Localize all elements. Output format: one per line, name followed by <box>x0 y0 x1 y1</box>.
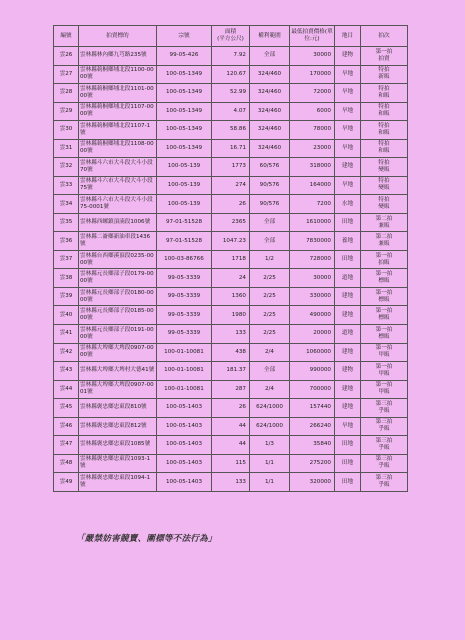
cell-location: 雲林縣斗六市大斗段大斗小段70號 <box>79 158 157 177</box>
cell-parcel: 99-05-3339 <box>157 287 212 306</box>
cell-parcel: 100-05-1403 <box>157 399 212 418</box>
cell-price: 23000 <box>290 139 335 158</box>
cell-price: 35840 <box>290 436 335 455</box>
table-row <box>54 121 408 140</box>
cell-location: 雲林縣元長鄉部子段0179-0000號 <box>79 269 157 288</box>
cell-parcel: 99-05-3339 <box>157 324 212 343</box>
cell-number: 雲30 <box>54 121 79 140</box>
cell-type: 建地 <box>335 158 361 177</box>
cell-rights: 2/25 <box>250 287 290 306</box>
cell-area: 26 <box>212 195 250 214</box>
table-row <box>54 287 408 306</box>
cell-price: 320000 <box>290 473 335 492</box>
cell-price: 72000 <box>290 84 335 103</box>
cell-location: 雲林縣二崙鄉新油車段1436號 <box>79 232 157 251</box>
cell-parcel: 100-01-10081 <box>157 343 212 362</box>
cell-rights: 324/460 <box>250 84 290 103</box>
cell-area: 58.86 <box>212 121 250 140</box>
cell-round: 第一拍 標販 <box>361 324 408 343</box>
cell-location: 雲林縣斗六市大斗段大斗小段75-0001號 <box>79 195 157 214</box>
cell-parcel: 100-05-1403 <box>157 436 212 455</box>
cell-round: 第三拍 乎販 <box>361 436 408 455</box>
cell-type: 田地 <box>335 454 361 473</box>
header-type: 地目 <box>335 26 361 47</box>
cell-number: 雲49 <box>54 473 79 492</box>
table-row <box>54 176 408 195</box>
table-header-row <box>54 26 408 47</box>
table-row <box>54 158 408 177</box>
cell-type: 旱地 <box>335 139 361 158</box>
cell-type: 旱地 <box>335 84 361 103</box>
cell-number: 雲37 <box>54 250 79 269</box>
table-row <box>54 343 408 362</box>
header-location: 拍賣標的 <box>79 26 157 47</box>
cell-price: 1060000 <box>290 343 335 362</box>
cell-rights: 324/460 <box>250 121 290 140</box>
cell-type: 道地 <box>335 269 361 288</box>
table-row <box>54 65 408 84</box>
cell-round: 特拍 變販 <box>361 195 408 214</box>
cell-area: 44 <box>212 436 250 455</box>
cell-location: 雲林縣莿桐鄉埔北段1107-1號 <box>79 121 157 140</box>
cell-parcel: 100-05-1403 <box>157 417 212 436</box>
cell-location: 雲林縣褒忠鄉忠東段1085號 <box>79 436 157 455</box>
cell-price: 170000 <box>290 65 335 84</box>
table-row <box>54 399 408 418</box>
cell-parcel: 97-01-51528 <box>157 213 212 232</box>
cell-number: 雲45 <box>54 399 79 418</box>
cell-rights: 324/460 <box>250 102 290 121</box>
cell-location: 雲林縣莿桐鄉埔北段1108-0000號 <box>79 139 157 158</box>
cell-location: 雲林縣褒忠鄉忠東段810號 <box>79 399 157 418</box>
cell-number: 雲35 <box>54 213 79 232</box>
cell-number: 雲27 <box>54 65 79 84</box>
cell-parcel: 100-05-139 <box>157 195 212 214</box>
cell-number: 雲42 <box>54 343 79 362</box>
cell-rights: 90/576 <box>250 176 290 195</box>
cell-location: 雲林縣大埤鄉大埤村大德41號 <box>79 362 157 381</box>
table-row <box>54 454 408 473</box>
cell-area: 1980 <box>212 306 250 325</box>
cell-price: 7830000 <box>290 232 335 251</box>
cell-location: 雲林縣莿桐鄉埔北段1100-0000號 <box>79 65 157 84</box>
header-number: 編號 <box>54 26 79 47</box>
cell-area: 52.99 <box>212 84 250 103</box>
cell-round: 特拍 和販 <box>361 121 408 140</box>
cell-rights: 全部 <box>250 232 290 251</box>
cell-round: 特拍 變販 <box>361 176 408 195</box>
cell-rights: 1/3 <box>250 436 290 455</box>
footer-note: 「嚴禁妨害競賣、圍標等不法行為」 <box>76 534 217 544</box>
cell-round: 特拍 和販 <box>361 84 408 103</box>
cell-type: 旱地 <box>335 176 361 195</box>
cell-price: 1610000 <box>290 213 335 232</box>
cell-rights: 2/25 <box>250 324 290 343</box>
table-body <box>54 47 408 492</box>
cell-parcel: 99-05-3339 <box>157 306 212 325</box>
cell-type: 建地 <box>335 306 361 325</box>
cell-price: 78000 <box>290 121 335 140</box>
cell-area: 24 <box>212 269 250 288</box>
cell-type: 旱地 <box>335 102 361 121</box>
cell-location: 雲林縣大埤鄉大埤段0907-0000號 <box>79 343 157 362</box>
table-row <box>54 47 408 66</box>
cell-round: 第一拍 拍販 <box>361 250 408 269</box>
cell-round: 特拍 和販 <box>361 139 408 158</box>
table-row <box>54 139 408 158</box>
cell-number: 雲39 <box>54 287 79 306</box>
table-row <box>54 436 408 455</box>
cell-area: 4.07 <box>212 102 250 121</box>
cell-price: 157440 <box>290 399 335 418</box>
cell-rights: 1/1 <box>250 454 290 473</box>
cell-number: 雲34 <box>54 195 79 214</box>
auction-table <box>53 25 408 492</box>
cell-rights: 2/25 <box>250 269 290 288</box>
cell-round: 第三拍 乎販 <box>361 473 408 492</box>
cell-number: 雲32 <box>54 158 79 177</box>
cell-rights: 1/2 <box>250 250 290 269</box>
cell-location: 雲林縣大埤鄉大埤段0907-0001號 <box>79 380 157 399</box>
table-row <box>54 380 408 399</box>
cell-area: 7.92 <box>212 47 250 66</box>
cell-area: 438 <box>212 343 250 362</box>
cell-area: 1773 <box>212 158 250 177</box>
header-price: 最低拍賣價格(單位:元) <box>290 26 335 47</box>
cell-parcel: 100-05-139 <box>157 176 212 195</box>
cell-number: 雲48 <box>54 454 79 473</box>
cell-area: 274 <box>212 176 250 195</box>
cell-number: 雲40 <box>54 306 79 325</box>
cell-area: 1360 <box>212 287 250 306</box>
cell-rights: 324/460 <box>250 65 290 84</box>
cell-rights: 全部 <box>250 47 290 66</box>
cell-area: 181.37 <box>212 362 250 381</box>
cell-parcel: 100-05-1349 <box>157 65 212 84</box>
cell-location: 雲林縣莿桐鄉埔北段1101-0000號 <box>79 84 157 103</box>
cell-location: 雲林縣褒忠鄉忠東段812號 <box>79 417 157 436</box>
cell-number: 雲46 <box>54 417 79 436</box>
cell-area: 133 <box>212 324 250 343</box>
cell-location: 雲林縣莿桐鄉埔北段1107-0000號 <box>79 102 157 121</box>
cell-type: 建地 <box>335 343 361 362</box>
table-row <box>54 306 408 325</box>
cell-type: 田地 <box>335 436 361 455</box>
cell-round: 第二拍 兼販 <box>361 232 408 251</box>
cell-price: 6000 <box>290 102 335 121</box>
cell-number: 雲36 <box>54 232 79 251</box>
cell-price: 318000 <box>290 158 335 177</box>
cell-area: 44 <box>212 417 250 436</box>
table-row <box>54 362 408 381</box>
cell-rights: 2/25 <box>250 306 290 325</box>
cell-parcel: 100-05-1403 <box>157 454 212 473</box>
cell-type: 建地 <box>335 287 361 306</box>
cell-location: 雲林縣林內鄉九芎路235號 <box>79 47 157 66</box>
header-parcel: 宗號 <box>157 26 212 47</box>
cell-rights: 1/1 <box>250 473 290 492</box>
cell-price: 275200 <box>290 454 335 473</box>
cell-parcel: 100-05-1403 <box>157 473 212 492</box>
cell-rights: 90/576 <box>250 195 290 214</box>
table-row <box>54 195 408 214</box>
table-row <box>54 250 408 269</box>
cell-price: 266240 <box>290 417 335 436</box>
table-row <box>54 473 408 492</box>
cell-parcel: 100-05-1349 <box>157 121 212 140</box>
cell-type: 水地 <box>335 195 361 214</box>
cell-area: 120.67 <box>212 65 250 84</box>
cell-number: 雲41 <box>54 324 79 343</box>
table-row <box>54 269 408 288</box>
cell-parcel: 100-05-1349 <box>157 84 212 103</box>
table-row <box>54 324 408 343</box>
cell-area: 115 <box>212 454 250 473</box>
cell-type: 田地 <box>335 250 361 269</box>
cell-round: 特拍 和販 <box>361 102 408 121</box>
cell-parcel: 99-05-3339 <box>157 269 212 288</box>
table-row <box>54 232 408 251</box>
cell-type: 道地 <box>335 324 361 343</box>
cell-round: 第一拍 標販 <box>361 306 408 325</box>
cell-rights: 2/4 <box>250 343 290 362</box>
cell-rights: 全部 <box>250 362 290 381</box>
table-row <box>54 102 408 121</box>
cell-location: 雲林縣元長鄉部子段0180-0000號 <box>79 287 157 306</box>
cell-type: 建物 <box>335 362 361 381</box>
cell-area: 2365 <box>212 213 250 232</box>
cell-number: 雲33 <box>54 176 79 195</box>
cell-round: 第一拍 甲販 <box>361 380 408 399</box>
cell-parcel: 100-05-1349 <box>157 139 212 158</box>
cell-round: 第一拍 標販 <box>361 287 408 306</box>
cell-type: 旱地 <box>335 65 361 84</box>
cell-round: 第三拍 乎販 <box>361 417 408 436</box>
cell-number: 雲38 <box>54 269 79 288</box>
cell-price: 490000 <box>290 306 335 325</box>
cell-type: 田地 <box>335 213 361 232</box>
cell-rights: 全部 <box>250 213 290 232</box>
cell-area: 287 <box>212 380 250 399</box>
cell-round: 特拍 新販 <box>361 65 408 84</box>
cell-area: 16.71 <box>212 139 250 158</box>
cell-price: 700000 <box>290 380 335 399</box>
table-row <box>54 417 408 436</box>
cell-parcel: 100-05-1349 <box>157 102 212 121</box>
cell-type: 旱地 <box>335 417 361 436</box>
cell-type: 建地 <box>335 399 361 418</box>
cell-round: 第一拍 甲販 <box>361 362 408 381</box>
cell-price: 30000 <box>290 269 335 288</box>
cell-parcel: 97-01-51528 <box>157 232 212 251</box>
cell-parcel: 100-03-86766 <box>157 250 212 269</box>
cell-location: 雲林縣西螺鎮頂湳段1006號 <box>79 213 157 232</box>
cell-number: 雲44 <box>54 380 79 399</box>
cell-price: 7200 <box>290 195 335 214</box>
cell-number: 雲29 <box>54 102 79 121</box>
cell-location: 雲林縣褒忠鄉忠東段1094-1號 <box>79 473 157 492</box>
cell-price: 728000 <box>290 250 335 269</box>
cell-parcel: 100-01-10081 <box>157 380 212 399</box>
cell-round: 第一拍 標販 <box>361 269 408 288</box>
cell-rights: 624/1000 <box>250 417 290 436</box>
cell-parcel: 99-05-426 <box>157 47 212 66</box>
cell-area: 133 <box>212 473 250 492</box>
cell-location: 雲林縣斗六市大斗段大斗小段75號 <box>79 176 157 195</box>
cell-number: 雲47 <box>54 436 79 455</box>
cell-rights: 624/1000 <box>250 399 290 418</box>
cell-location: 雲林縣元長鄉部子段0191-0000號 <box>79 324 157 343</box>
cell-price: 20000 <box>290 324 335 343</box>
header-round: 拍次 <box>361 26 408 47</box>
table-row <box>54 213 408 232</box>
cell-location: 雲林縣元長鄉部子段0185-0000號 <box>79 306 157 325</box>
cell-type: 田地 <box>335 473 361 492</box>
cell-rights: 2/4 <box>250 380 290 399</box>
cell-round: 特拍 變販 <box>361 158 408 177</box>
cell-round: 第三拍 乎販 <box>361 454 408 473</box>
cell-number: 雲31 <box>54 139 79 158</box>
cell-parcel: 100-01-10081 <box>157 362 212 381</box>
cell-price: 164000 <box>290 176 335 195</box>
cell-number: 雲28 <box>54 84 79 103</box>
cell-round: 第二拍 兼販 <box>361 213 408 232</box>
cell-type: 建地 <box>335 380 361 399</box>
cell-area: 1047.23 <box>212 232 250 251</box>
header-rights: 權利範圍 <box>250 26 290 47</box>
cell-round: 第三拍 乎販 <box>361 399 408 418</box>
cell-type: 養地 <box>335 232 361 251</box>
cell-parcel: 100-05-139 <box>157 158 212 177</box>
cell-location: 雲林縣台西鄉溪頂段0235-0000號 <box>79 250 157 269</box>
header-area: 面積 (平方公尺) <box>212 26 250 47</box>
cell-round: 第一拍 拍賣 <box>361 47 408 66</box>
cell-rights: 60/576 <box>250 158 290 177</box>
table-row <box>54 84 408 103</box>
cell-type: 建物 <box>335 47 361 66</box>
cell-area: 26 <box>212 399 250 418</box>
cell-area: 1718 <box>212 250 250 269</box>
cell-number: 雲26 <box>54 47 79 66</box>
cell-price: 30000 <box>290 47 335 66</box>
cell-type: 旱地 <box>335 121 361 140</box>
cell-price: 330000 <box>290 287 335 306</box>
cell-round: 第一拍 甲販 <box>361 343 408 362</box>
cell-location: 雲林縣褒忠鄉忠東段1093-1號 <box>79 454 157 473</box>
cell-rights: 324/460 <box>250 139 290 158</box>
cell-number: 雲43 <box>54 362 79 381</box>
cell-price: 990000 <box>290 362 335 381</box>
